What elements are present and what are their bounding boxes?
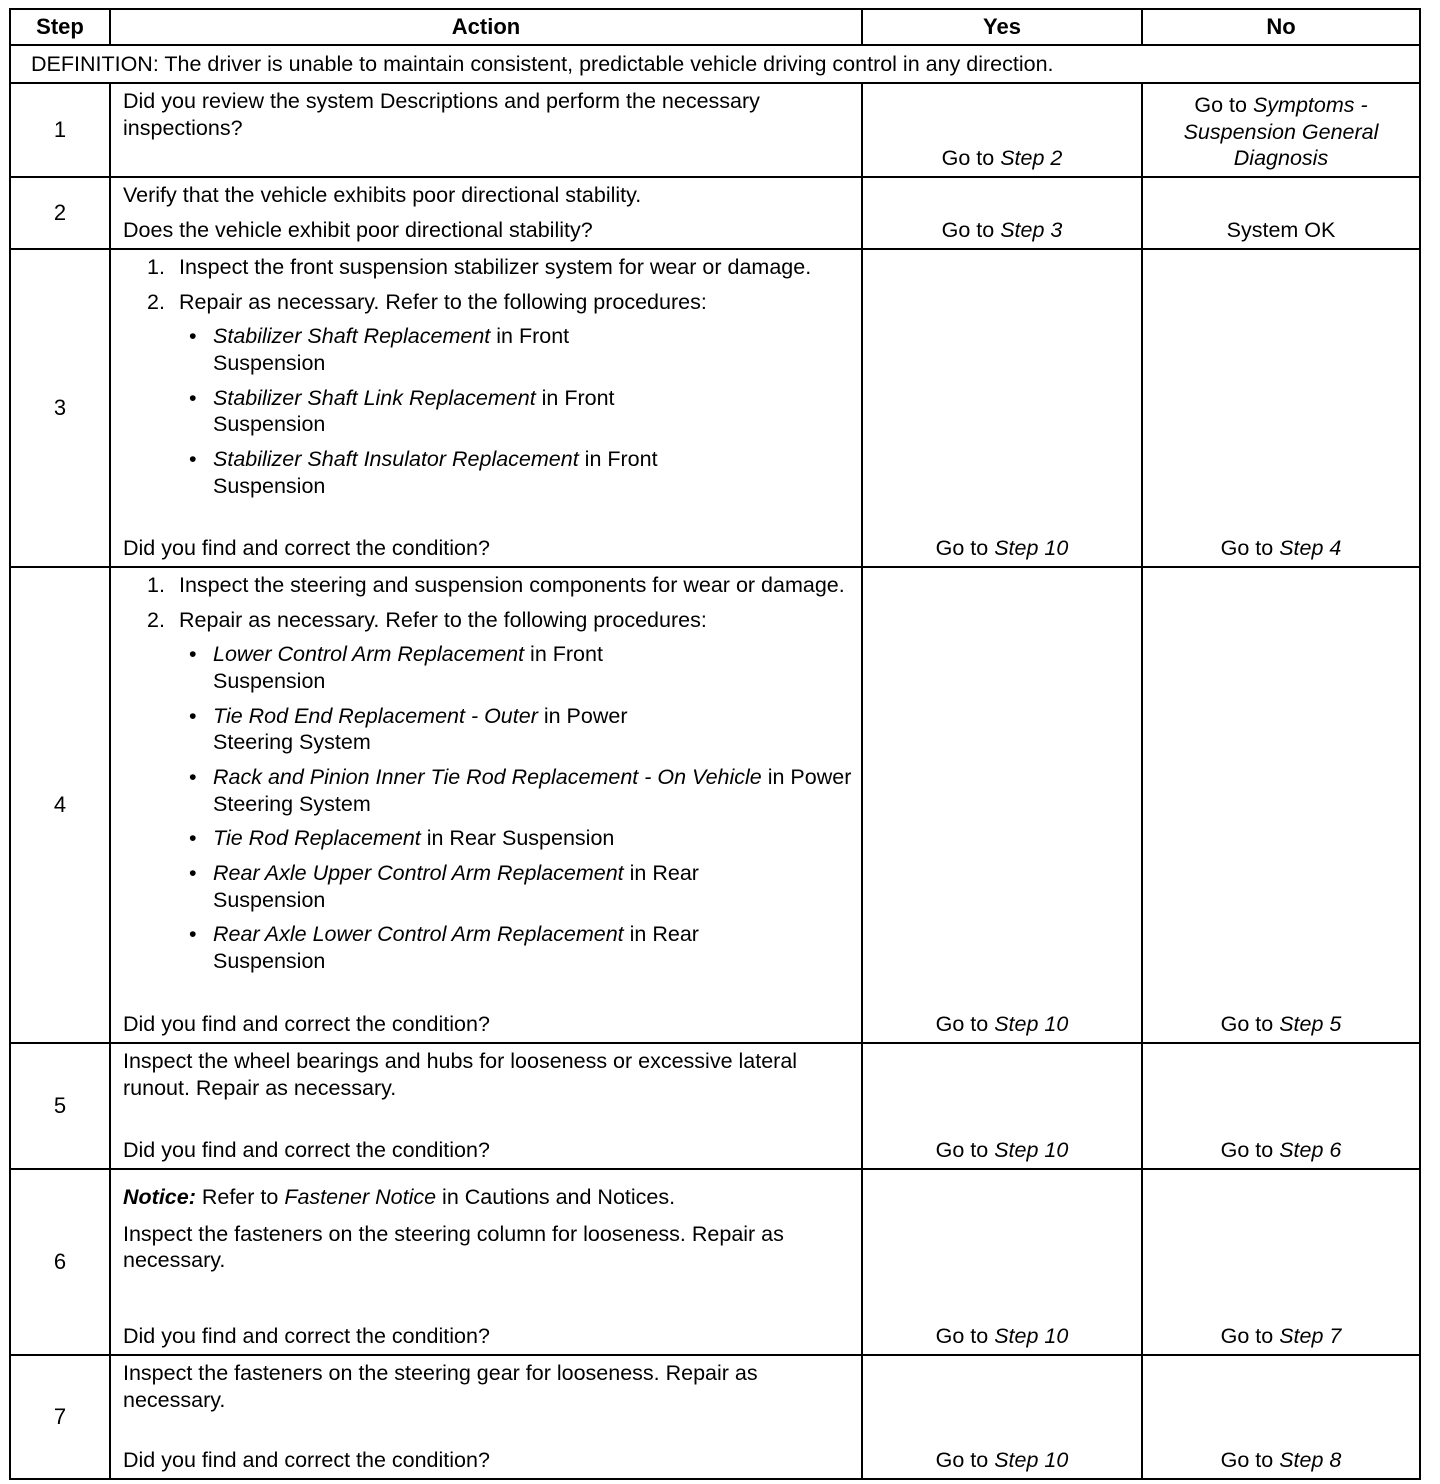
table-row	[10, 249, 1420, 567]
no-prefix: Go to	[1220, 1324, 1280, 1349]
procedure-link[interactable]: Tie Rod End Replacement - Outer	[213, 703, 538, 728]
procedure-item	[189, 703, 853, 756]
procedure-link[interactable]: Lower Control Arm Replacement	[213, 642, 525, 667]
no-cell	[1142, 249, 1420, 567]
yes-prefix: Go to	[935, 1012, 995, 1037]
action-question: Did you find and correct the condition?	[123, 1012, 490, 1037]
bullet-icon: •	[189, 642, 197, 667]
no-link[interactable]: Step 6	[1279, 1138, 1342, 1163]
procedure-location: in Power Steering System	[213, 764, 852, 816]
procedure-link[interactable]: Stabilizer Shaft Replacement	[213, 324, 491, 349]
action-text: Inspect the fasteners on the steering gear for looseness. Repair as necessary.	[123, 1360, 758, 1412]
bullet-icon: •	[189, 764, 197, 789]
no-prefix: Go to	[1220, 536, 1280, 561]
step-number: 4	[10, 567, 110, 1043]
bullet-icon: •	[189, 446, 197, 471]
procedure-link[interactable]: Stabilizer Shaft Insulator Replacement	[213, 446, 579, 471]
no-link[interactable]: Step 8	[1279, 1448, 1342, 1473]
action-cell	[110, 1355, 862, 1479]
procedure-item	[189, 825, 853, 852]
procedure-location: in Rear Suspension	[420, 826, 615, 851]
yes-link[interactable]: Step 10	[994, 1448, 1069, 1473]
no-cell	[1142, 1355, 1420, 1479]
no-prefix: Go to	[1220, 1012, 1280, 1037]
no-link[interactable]: Step 5	[1279, 1012, 1342, 1037]
procedure-location: in Front Suspension	[213, 324, 570, 375]
no-link[interactable]: Step 4	[1279, 536, 1342, 561]
step-number: 7	[10, 1355, 110, 1479]
procedure-link[interactable]: Stabilizer Shaft Link Replacement	[213, 385, 536, 410]
yes-prefix: Go to	[935, 1324, 995, 1349]
diagnostic-table	[9, 8, 1421, 1480]
procedure-link[interactable]: Rear Axle Upper Control Arm Replacement	[213, 860, 624, 885]
procedure-item	[189, 385, 853, 438]
action-cell	[110, 1169, 862, 1355]
header-step: Step	[10, 9, 110, 45]
procedure-location: in Rear Suspension	[213, 922, 699, 973]
definition-text: DEFINITION: The driver is unable to maintain consistent, predictable vehicle driving control in any direction.	[10, 45, 1420, 83]
yes-link[interactable]: Step 2	[1000, 146, 1063, 171]
header-row	[10, 9, 1420, 45]
no-cell	[1142, 1043, 1420, 1169]
action-text: Did you review the system Descriptions and perform the necessary inspections?	[123, 89, 760, 140]
definition-row	[10, 45, 1420, 83]
step-number: 2	[10, 177, 110, 249]
action-cell	[110, 249, 862, 567]
list-item: 1. Inspect the front suspension stabilizer system for wear or damage.	[147, 254, 812, 279]
bullet-icon: •	[189, 860, 197, 885]
notice-label: Notice:	[123, 1184, 196, 1209]
no-text: System OK	[1226, 218, 1336, 243]
action-cell	[110, 567, 862, 1043]
yes-cell	[862, 567, 1142, 1043]
table-row	[10, 567, 1420, 1043]
yes-prefix: Go to	[941, 146, 1001, 171]
procedure-list	[123, 323, 853, 499]
table-row	[10, 1169, 1420, 1355]
action-cell	[110, 83, 862, 177]
yes-link[interactable]: Step 3	[1000, 218, 1063, 243]
yes-link[interactable]: Step 10	[994, 1324, 1069, 1349]
list-item-text: Repair as necessary. Refer to the following procedures:	[179, 289, 707, 314]
bullet-icon: •	[189, 703, 197, 728]
action-question: Did you find and correct the condition?	[123, 1448, 490, 1473]
procedure-link[interactable]: Rack and Pinion Inner Tie Rod Replacement - On Vehicle	[213, 764, 762, 789]
action-cell	[110, 177, 862, 249]
bullet-icon: •	[189, 324, 197, 349]
bullet-icon: •	[189, 922, 197, 947]
notice-pre: Refer to	[195, 1184, 285, 1209]
step-number: 5	[10, 1043, 110, 1169]
yes-prefix: Go to	[935, 1448, 995, 1473]
yes-cell	[862, 177, 1142, 249]
bullet-icon: •	[189, 385, 197, 410]
action-cell	[110, 1043, 862, 1169]
action-question: Does the vehicle exhibit poor directional stability?	[123, 218, 593, 243]
no-prefix: Go to	[1194, 93, 1253, 117]
no-prefix: Go to	[1220, 1138, 1280, 1163]
yes-link[interactable]: Step 10	[994, 536, 1069, 561]
numbered-list	[123, 254, 853, 315]
yes-cell	[862, 83, 1142, 177]
yes-link[interactable]: Step 10	[994, 1012, 1069, 1037]
notice-post: in Cautions and Notices.	[436, 1184, 676, 1209]
yes-cell	[862, 1355, 1142, 1479]
action-text: Inspect the fasteners on the steering column for looseness. Repair as necessary.	[123, 1221, 784, 1273]
procedure-item	[189, 446, 853, 499]
numbered-list	[123, 572, 853, 633]
procedure-item	[189, 323, 853, 376]
list-item: 1. Inspect the steering and suspension components for wear or damage.	[147, 572, 845, 597]
procedure-item	[189, 921, 853, 974]
procedure-item	[189, 641, 853, 694]
no-cell	[1142, 1169, 1420, 1355]
procedure-list	[123, 641, 853, 974]
procedure-location: in Front Suspension	[213, 642, 603, 693]
notice-link[interactable]: Fastener Notice	[284, 1184, 437, 1209]
list-item: 2. Repair as necessary. Refer to the following procedures:	[147, 607, 707, 632]
procedure-link[interactable]: Tie Rod Replacement	[213, 826, 421, 851]
action-question: Did you find and correct the condition?	[123, 1138, 490, 1163]
procedure-location: in Rear Suspension	[213, 860, 699, 912]
table-row	[10, 1043, 1420, 1169]
no-cell	[1142, 177, 1420, 249]
header-no: No	[1142, 9, 1420, 45]
procedure-location: in Front Suspension	[213, 385, 615, 437]
header-yes: Yes	[862, 9, 1142, 45]
notice	[123, 1184, 683, 1211]
yes-prefix: Go to	[935, 536, 995, 561]
list-item: 2. Repair as necessary. Refer to the following procedures:	[147, 289, 707, 314]
yes-prefix: Go to	[935, 1138, 995, 1163]
procedure-item	[189, 764, 853, 817]
yes-prefix: Go to	[941, 218, 1001, 243]
no-link[interactable]: Step 7	[1279, 1324, 1342, 1349]
list-item-text: Inspect the front suspension stabilizer system for wear or damage.	[179, 254, 812, 279]
step-number: 6	[10, 1169, 110, 1355]
no-cell	[1142, 83, 1420, 177]
list-item-text: Inspect the steering and suspension components for wear or damage.	[179, 572, 845, 597]
step-number: 1	[10, 83, 110, 177]
procedure-link[interactable]: Rear Axle Lower Control Arm Replacement	[213, 922, 624, 947]
table-row	[10, 177, 1420, 249]
action-text: Verify that the vehicle exhibits poor directional stability.	[123, 182, 642, 207]
step-number: 3	[10, 249, 110, 567]
table-row	[10, 83, 1420, 177]
no-link[interactable]: Symptoms - Suspension General Diagnosis	[1183, 93, 1379, 171]
table-row	[10, 1355, 1420, 1479]
no-cell	[1142, 567, 1420, 1043]
procedure-location: in Power Steering System	[213, 703, 628, 755]
yes-link[interactable]: Step 10	[994, 1138, 1069, 1163]
procedure-location: in Front Suspension	[213, 446, 658, 498]
yes-cell	[862, 1169, 1142, 1355]
list-item-text: Repair as necessary. Refer to the following procedures:	[179, 607, 707, 632]
action-question: Did you find and correct the condition?	[123, 536, 490, 561]
action-question: Did you find and correct the condition?	[123, 1324, 490, 1349]
bullet-icon: •	[189, 826, 197, 851]
no-prefix: Go to	[1220, 1448, 1280, 1473]
procedure-item	[189, 860, 853, 913]
yes-cell	[862, 249, 1142, 567]
header-action: Action	[110, 9, 862, 45]
action-text: Inspect the wheel bearings and hubs for looseness or excessive lateral runout. Repair as necessary.	[123, 1048, 798, 1100]
yes-cell	[862, 1043, 1142, 1169]
